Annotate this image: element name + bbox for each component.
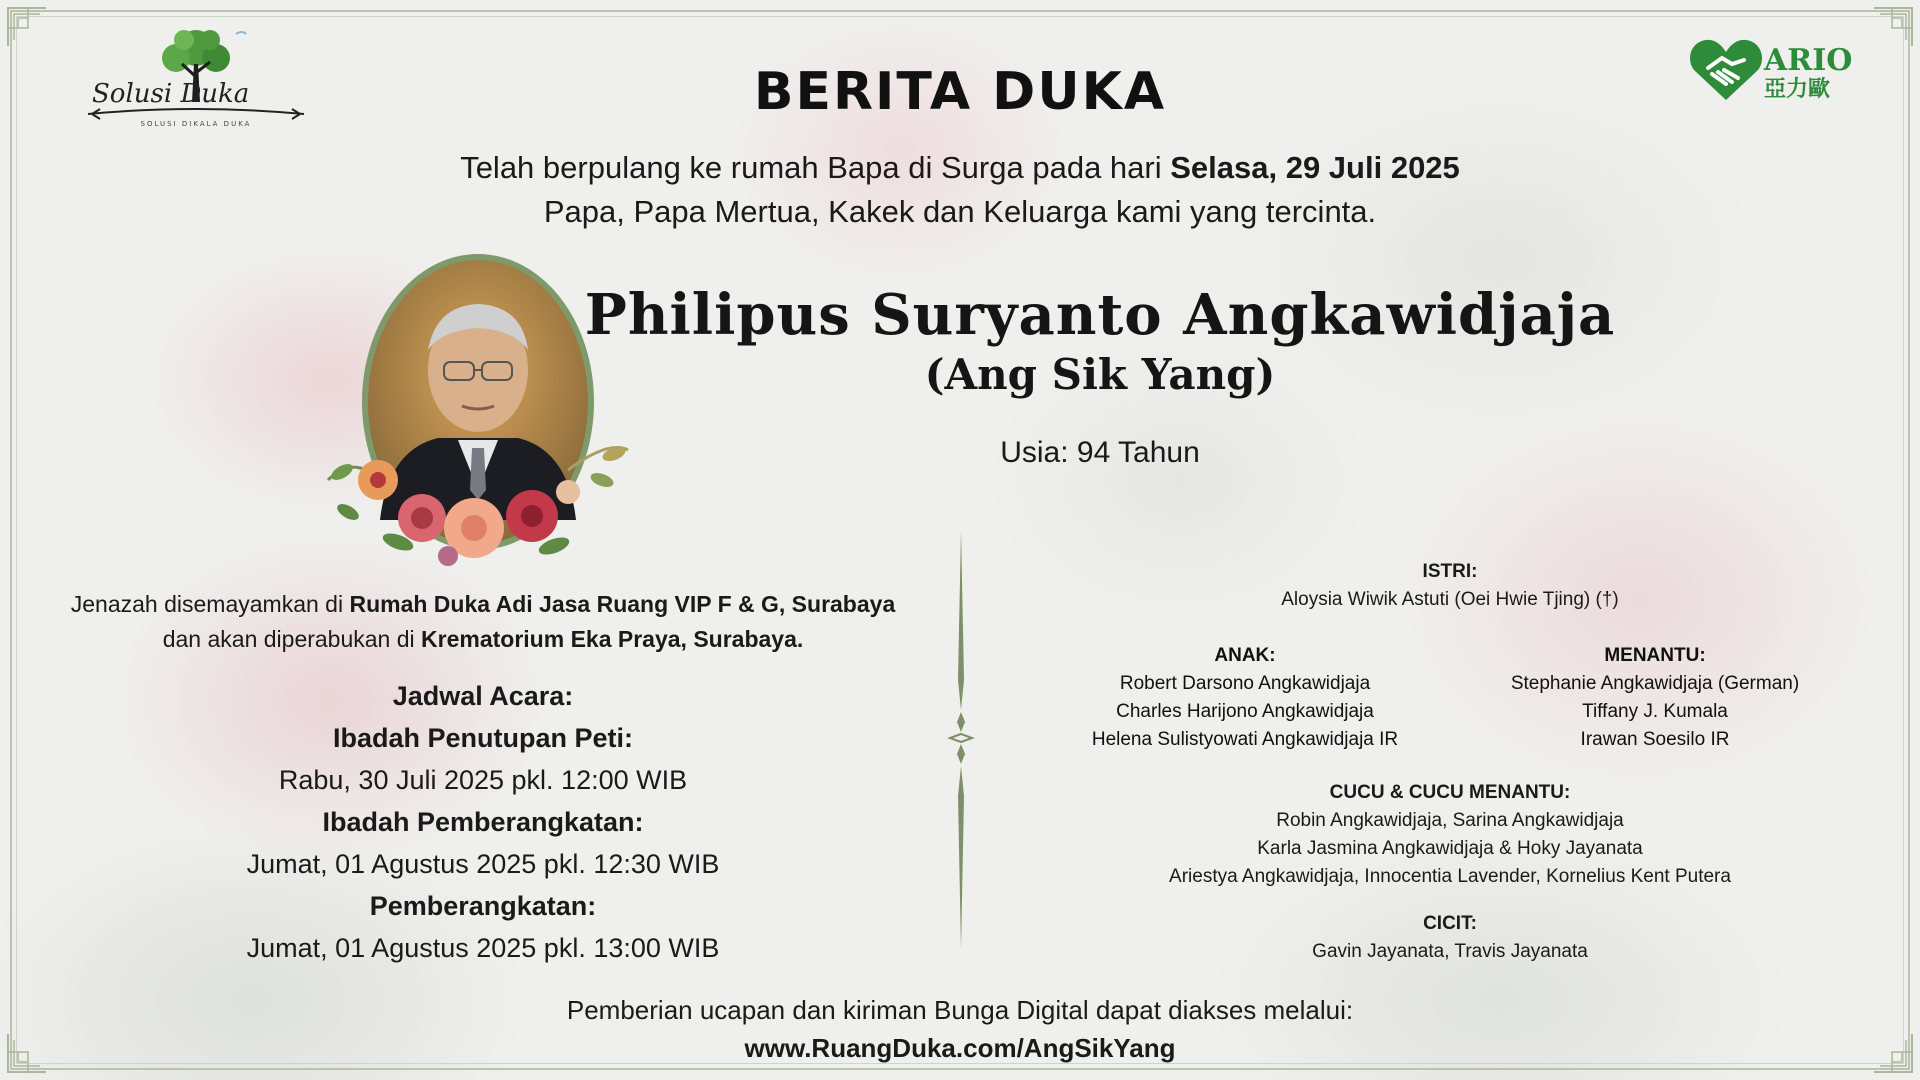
crematorium-line: dan akan diperabukan di Krematorium Eka Praya, Surabaya. <box>162 626 804 652</box>
family-member: Tiffany J. Kumala <box>1582 701 1728 722</box>
family-member: Helena Sulistyowati Angkawidjaja IR <box>1091 729 1399 750</box>
footer-text: Pemberian ucapan dan kiriman Bunga Digital dapat diakses melalui: <box>566 995 1354 1025</box>
funeral-home: Rumah Duka Adi Jasa Ruang VIP F & G, Surabaya <box>349 591 896 617</box>
group-title: CUCU & CUCU MENANTU: <box>1329 782 1571 803</box>
page-title: BERITA DUKA <box>753 62 1167 122</box>
intro-line-1 <box>0 150 1920 186</box>
deceased-name: Philipus Suryanto Angkawidjaja <box>584 282 1616 348</box>
family-member: Stephanie Angkawidjaja (German) <box>1510 673 1800 694</box>
event-time: Jumat, 01 Agustus 2025 pkl. 12:30 WIB <box>246 849 720 879</box>
event-time: Jumat, 01 Agustus 2025 pkl. 13:00 WIB <box>246 933 720 963</box>
footer <box>0 991 1920 1067</box>
corner-ornament-icon <box>4 4 50 50</box>
event-label: Ibadah Pemberangkatan: <box>322 807 644 837</box>
family-group-anak <box>1040 642 1450 754</box>
deceased-age: Usia: 94 Tahun <box>1000 436 1200 469</box>
family-member: Karla Jasmina Angkawidjaja & Hoky Jayanata <box>1257 838 1643 859</box>
family-member: Irawan Soesilo IR <box>1580 729 1730 750</box>
family-group-cicit <box>1040 910 1860 966</box>
svg-text:亞力歐: 亞力歐 <box>1764 77 1831 102</box>
memorial-url-link[interactable]: www.RuangDuka.com/AngSikYang <box>744 1033 1176 1063</box>
ceremony-info <box>0 587 966 969</box>
family-member: Robin Angkawidjaja, Sarina Angkawidjaja <box>1276 810 1624 831</box>
schedule-title: Jadwal Acara: <box>392 681 574 711</box>
deceased-alias: (Ang Sik Yang) <box>924 350 1276 399</box>
group-title: CICIT: <box>1423 913 1477 934</box>
family-group-cucu <box>1040 779 1860 891</box>
family-group-menantu <box>1450 642 1860 754</box>
svg-text:ARIO: ARIO <box>1764 43 1852 78</box>
event-time: Rabu, 30 Juli 2025 pkl. 12:00 WIB <box>278 765 688 795</box>
group-title: ANAK: <box>1214 645 1276 666</box>
family-member: Charles Harijono Angkawidjaja <box>1116 701 1374 722</box>
svg-text:Solusi Duka: Solusi Duka <box>92 79 250 109</box>
intro-line-2: Papa, Papa Mertua, Kakek dan Keluarga kami yang tercinta. <box>543 194 1377 229</box>
family-group-istri <box>1040 558 1860 614</box>
family-member: Ariestya Angkawidjaja, Innocentia Lavender, Kornelius Kent Putera <box>1169 866 1731 887</box>
crematorium: Krematorium Eka Praya, Surabaya. <box>421 626 804 652</box>
intro-text: Telah berpulang ke rumah Bapa di Surga pada hari <box>460 150 1171 185</box>
event-label: Ibadah Penutupan Peti: <box>332 723 634 753</box>
family-member: Gavin Jayanata, Travis Jayanata <box>1312 941 1588 962</box>
group-title: ISTRI: <box>1422 561 1478 582</box>
corner-ornament-icon <box>1870 4 1916 50</box>
schedule <box>0 675 966 969</box>
family-member: Robert Darsono Angkawidjaja <box>1119 673 1371 694</box>
funeral-home-line: Jenazah disemayamkan di Rumah Duka Adi Jasa Ruang VIP F & G, Surabaya <box>70 591 896 617</box>
svg-text:SOLUSI DIKALA DUKA: SOLUSI DIKALA DUKA <box>140 120 252 128</box>
event-label: Pemberangkatan: <box>369 891 597 921</box>
family-member: Aloysia Wiwik Astuti (Oei Hwie Tjing) (†) <box>1281 589 1619 610</box>
group-title: MENANTU: <box>1604 645 1706 666</box>
passing-date: Selasa, 29 Juli 2025 <box>1170 150 1460 185</box>
